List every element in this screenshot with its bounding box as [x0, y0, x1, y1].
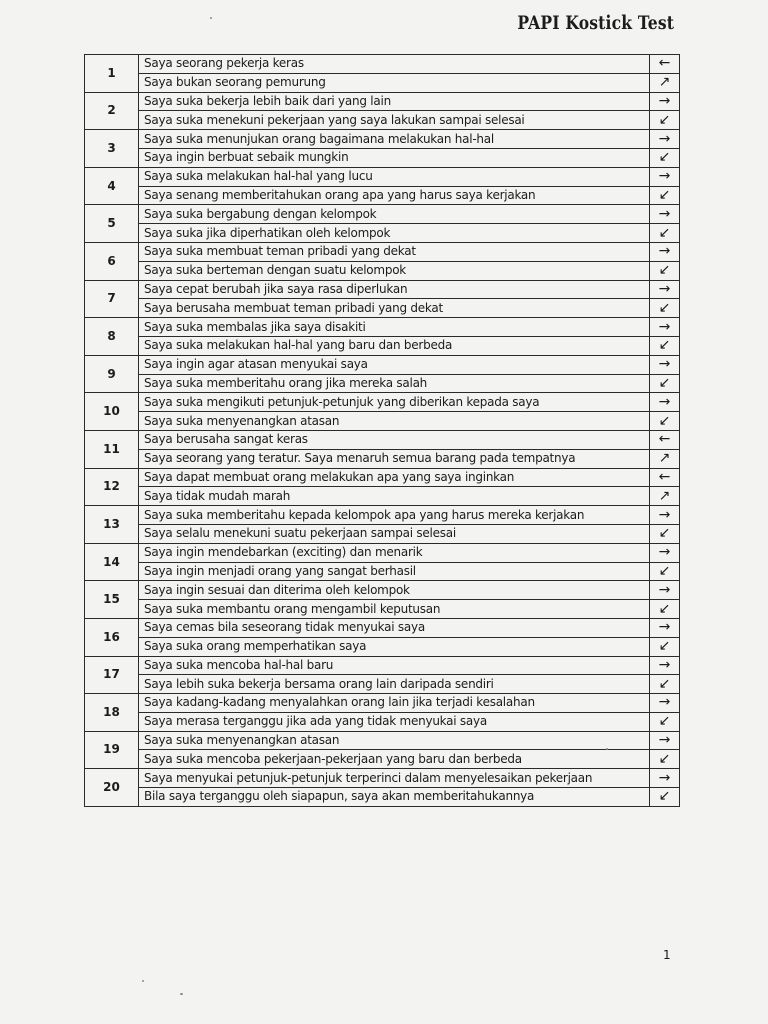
arrow-icon: ←: [650, 468, 680, 487]
arrow-icon: →: [650, 205, 680, 224]
statement-text: Saya suka mencoba hal-hal baru: [139, 656, 650, 675]
statement-text: Saya suka jika diperhatikan oleh kelompok: [139, 224, 650, 243]
statement-text: Saya suka bergabung dengan kelompok: [139, 205, 650, 224]
arrow-icon: →: [650, 318, 680, 337]
item-number: 5: [85, 205, 139, 243]
arrow-icon: ↗: [650, 487, 680, 506]
statement-text: Saya seorang yang teratur. Saya menaruh semua barang pada tempatnya: [139, 449, 650, 468]
scan-speck: [210, 17, 212, 19]
arrow-icon: ↙: [650, 712, 680, 731]
arrow-icon: →: [650, 130, 680, 149]
table-row: [85, 148, 680, 167]
statement-text: Saya berusaha membuat teman pribadi yang dekat: [139, 299, 650, 318]
table-row: [85, 581, 680, 600]
statement-text: Saya ingin sesuai dan diterima oleh kelompok: [139, 581, 650, 600]
table-row: [85, 506, 680, 525]
arrow-icon: ↙: [650, 148, 680, 167]
table-row: [85, 111, 680, 130]
questionnaire-body: [85, 55, 680, 807]
item-number: 16: [85, 618, 139, 656]
statement-text: Saya ingin mendebarkan (exciting) dan menarik: [139, 543, 650, 562]
arrow-icon: ↙: [650, 412, 680, 431]
table-row: [85, 261, 680, 280]
arrow-icon: →: [650, 731, 680, 750]
statement-text: Saya suka menyenangkan atasan: [139, 412, 650, 431]
statement-text: Saya selalu menekuni suatu pekerjaan sampai selesai: [139, 524, 650, 543]
table-row: [85, 224, 680, 243]
statement-text: Saya suka membantu orang mengambil keputusan: [139, 600, 650, 619]
statement-text: Saya suka bekerja lebih baik dari yang lain: [139, 92, 650, 111]
statement-text: Saya suka berteman dengan suatu kelompok: [139, 261, 650, 280]
statement-text: Saya suka membalas jika saya disakiti: [139, 318, 650, 337]
table-row: [85, 73, 680, 92]
arrow-icon: ↗: [650, 73, 680, 92]
statement-text: Saya suka melakukan hal-hal yang lucu: [139, 167, 650, 186]
statement-text: Saya lebih suka bekerja bersama orang lain daripada sendiri: [139, 675, 650, 694]
statement-text: Saya suka orang memperhatikan saya: [139, 637, 650, 656]
arrow-icon: ↙: [650, 637, 680, 656]
arrow-icon: →: [650, 355, 680, 374]
questionnaire-table: [84, 54, 680, 807]
statement-text: Saya cemas bila seseorang tidak menyukai saya: [139, 618, 650, 637]
item-number: 18: [85, 694, 139, 732]
scan-speck: [180, 993, 183, 995]
arrow-icon: ↙: [650, 750, 680, 769]
item-number: 6: [85, 242, 139, 280]
statement-text: Saya ingin agar atasan menyukai saya: [139, 355, 650, 374]
item-number: 14: [85, 543, 139, 581]
table-row: [85, 412, 680, 431]
table-row: [85, 524, 680, 543]
statement-text: Saya tidak mudah marah: [139, 487, 650, 506]
statement-text: Saya dapat membuat orang melakukan apa yang saya inginkan: [139, 468, 650, 487]
statement-text: Saya seorang pekerja keras: [139, 55, 650, 74]
item-number: 13: [85, 506, 139, 544]
table-row: [85, 712, 680, 731]
item-number: 7: [85, 280, 139, 318]
arrow-icon: →: [650, 92, 680, 111]
arrow-icon: ↙: [650, 374, 680, 393]
table-row: [85, 694, 680, 713]
arrow-icon: ↙: [650, 562, 680, 581]
item-number: 17: [85, 656, 139, 694]
table-row: [85, 618, 680, 637]
statement-text: Saya suka melakukan hal-hal yang baru dan berbeda: [139, 336, 650, 355]
item-number: 15: [85, 581, 139, 619]
table-row: [85, 637, 680, 656]
arrow-icon: ↙: [650, 111, 680, 130]
table-row: [85, 487, 680, 506]
item-number: 11: [85, 430, 139, 468]
table-row: [85, 468, 680, 487]
table-row: [85, 430, 680, 449]
statement-text: Saya suka menyenangkan atasan: [139, 731, 650, 750]
statement-text: Saya suka membuat teman pribadi yang dekat: [139, 242, 650, 261]
arrow-icon: ↙: [650, 675, 680, 694]
statement-text: Bila saya terganggu oleh siapapun, saya akan memberitahukannya: [139, 788, 650, 807]
table-row: [85, 750, 680, 769]
statement-text: Saya suka memberitahu kepada kelompok apa yang harus mereka kerjakan: [139, 506, 650, 525]
arrow-icon: ↙: [650, 224, 680, 243]
item-number: 9: [85, 355, 139, 393]
arrow-icon: →: [650, 242, 680, 261]
table-row: [85, 731, 680, 750]
table-row: [85, 167, 680, 186]
item-number: 19: [85, 731, 139, 769]
statement-text: Saya ingin berbuat sebaik mungkin: [139, 148, 650, 167]
page-title: PAPI Kostick Test: [517, 12, 674, 34]
table-row: [85, 280, 680, 299]
arrow-icon: →: [650, 393, 680, 412]
table-row: [85, 788, 680, 807]
statement-text: Saya berusaha sangat keras: [139, 430, 650, 449]
arrow-icon: ↙: [650, 186, 680, 205]
statement-text: Saya merasa terganggu jika ada yang tidak menyukai saya: [139, 712, 650, 731]
table-row: [85, 55, 680, 74]
table-row: [85, 449, 680, 468]
table-row: [85, 299, 680, 318]
statement-text: Saya senang memberitahukan orang apa yang harus saya kerjakan: [139, 186, 650, 205]
arrow-icon: ←: [650, 430, 680, 449]
statement-text: Saya suka menunjukan orang bagaimana melakukan hal-hal: [139, 130, 650, 149]
item-number: 3: [85, 130, 139, 168]
table-row: [85, 656, 680, 675]
statement-text: Saya suka menekuni pekerjaan yang saya lakukan sampai selesai: [139, 111, 650, 130]
item-number: 2: [85, 92, 139, 130]
statement-text: Saya cepat berubah jika saya rasa diperlukan: [139, 280, 650, 299]
arrow-icon: ↙: [650, 524, 680, 543]
page-number: 1: [663, 948, 671, 962]
arrow-icon: ↙: [650, 788, 680, 807]
arrow-icon: ↙: [650, 261, 680, 280]
item-number: 20: [85, 769, 139, 807]
table-row: [85, 318, 680, 337]
scan-speck: [142, 980, 144, 982]
table-row: [85, 562, 680, 581]
table-row: [85, 355, 680, 374]
item-number: 4: [85, 167, 139, 205]
arrow-icon: ←: [650, 55, 680, 74]
table-row: [85, 769, 680, 788]
statement-text: Saya kadang-kadang menyalahkan orang lain jika terjadi kesalahan: [139, 694, 650, 713]
arrow-icon: →: [650, 506, 680, 525]
table-row: [85, 374, 680, 393]
item-number: 1: [85, 55, 139, 93]
arrow-icon: →: [650, 543, 680, 562]
arrow-icon: ↙: [650, 336, 680, 355]
statement-text: Saya suka mengikuti petunjuk-petunjuk yang diberikan kepada saya: [139, 393, 650, 412]
table-row: [85, 336, 680, 355]
scan-speck: [606, 748, 608, 750]
arrow-icon: ↙: [650, 600, 680, 619]
table-row: [85, 600, 680, 619]
statement-text: Saya suka mencoba pekerjaan-pekerjaan yang baru dan berbeda: [139, 750, 650, 769]
item-number: 12: [85, 468, 139, 506]
table-row: [85, 186, 680, 205]
arrow-icon: →: [650, 769, 680, 788]
table-row: [85, 92, 680, 111]
arrow-icon: →: [650, 167, 680, 186]
statement-text: Saya ingin menjadi orang yang sangat berhasil: [139, 562, 650, 581]
arrow-icon: →: [650, 618, 680, 637]
table-row: [85, 205, 680, 224]
statement-text: Saya suka memberitahu orang jika mereka salah: [139, 374, 650, 393]
table-row: [85, 543, 680, 562]
arrow-icon: ↗: [650, 449, 680, 468]
table-row: [85, 393, 680, 412]
arrow-icon: →: [650, 280, 680, 299]
item-number: 10: [85, 393, 139, 431]
table-row: [85, 675, 680, 694]
table-row: [85, 242, 680, 261]
arrow-icon: →: [650, 656, 680, 675]
arrow-icon: →: [650, 694, 680, 713]
statement-text: Saya bukan seorang pemurung: [139, 73, 650, 92]
statement-text: Saya menyukai petunjuk-petunjuk terperinci dalam menyelesaikan pekerjaan: [139, 769, 650, 788]
table-row: [85, 130, 680, 149]
arrow-icon: ↙: [650, 299, 680, 318]
arrow-icon: →: [650, 581, 680, 600]
item-number: 8: [85, 318, 139, 356]
